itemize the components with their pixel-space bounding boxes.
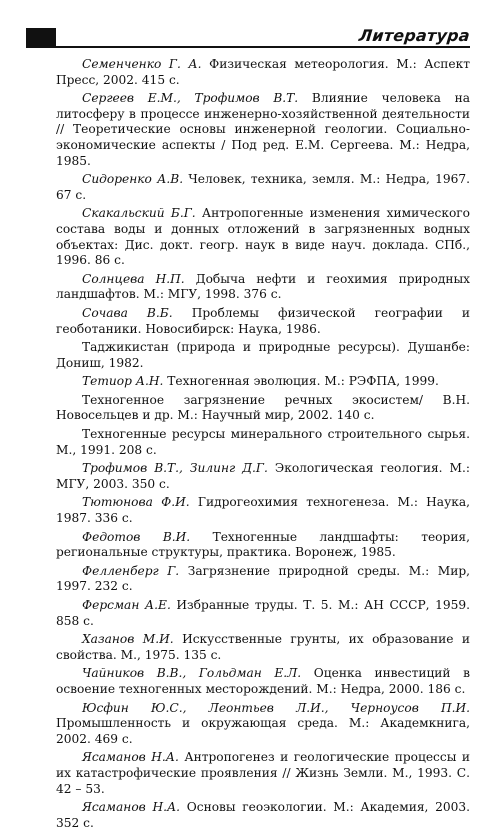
reference-author: Ясаманов Н.А. (82, 800, 181, 815)
reference-author: Фелленберг Г. (82, 563, 180, 578)
reference-item (56, 340, 470, 371)
reference-text: Техногенное загрязнение речных экосистем/ В.Н. Новосельцев и др. М.: Научный мир, 2002. 140 с. (56, 392, 470, 423)
reference-text: Избранные труды. Т. 5. М.: АН СССР, 1959. 858 с. (56, 598, 471, 628)
reference-text: Загрязнение природной среды. М.: Мир, 1997. 232 с. (56, 563, 470, 594)
reference-item (56, 800, 470, 831)
reference-item (56, 172, 470, 203)
reference-author: Сергеев Е.М., Трофимов В.Т. (82, 91, 299, 106)
reference-author: Сочава В.Б. (82, 305, 173, 320)
reference-text: Экологическая геология. М.: МГУ, 2003. 350 с. (56, 461, 470, 491)
reference-text: Антропогенные изменения химического состава воды и донных отложений в загрязненных водных объектах: Дис. докт. геогр. наук в виде науч. доклада. СПб., 1996. 86 с. (56, 206, 471, 268)
reference-text: Человек, техника, земля. М.: Недра, 1967. 67 с. (56, 172, 471, 202)
reference-text: Влияние человека на литосферу в процессе инженерно-хозяйственной деятельности // Теоретические основы инженерной геологии. Социально-экономические аспекты / Под ред. Е.М. Сергеева. М.: Недра, 1985. (56, 91, 470, 168)
reference-text: Промышленность и окружающая среда. М.: Академкнига, 2002. 469 с. (56, 716, 470, 746)
reference-text: Гидрогеохимия техногенеза. М.: Наука, 1987. 336 с. (56, 495, 470, 526)
reference-text: Физическая метеорология. М.: Аспект Пресс, 2002. 415 с. (56, 57, 470, 87)
reference-text: Проблемы физической географии и геоботаники. Новосибирск: Наука, 1986. (56, 305, 471, 336)
reference-author: Скакальский Б.Г. (82, 206, 196, 221)
reference-author: Тютюнова Ф.И. (82, 495, 190, 510)
reference-text: Техногенные ресурсы минерального строительного сырья. М., 1991. 208 с. (56, 427, 470, 457)
reference-item (56, 427, 470, 458)
reference-list (56, 57, 470, 834)
reference-item (56, 564, 470, 595)
reference-author: Чайников В.В., Гольдман Е.Л. (82, 666, 302, 681)
reference-text: Техногенные ландшафты: теория, региональные структуры, практика. Воронеж, 1985. (56, 529, 470, 560)
reference-item (56, 632, 470, 663)
reference-item (56, 91, 470, 169)
reference-item (56, 666, 470, 697)
reference-text: Таджикистан (природа и природные ресурсы). Душанбе: Дониш, 1982. (56, 340, 470, 370)
reference-author: Ферсман А.Е. (82, 598, 171, 612)
reference-item (56, 306, 470, 337)
reference-author: Трофимов В.Т., Зилинг Д.Г. (82, 461, 268, 476)
reference-text: Искусственные грунты, их образование и свойства. М., 1975. 135 с. (56, 632, 470, 662)
reference-text: Антропогенез и геологические процессы и их катастрофические проявления // Жизнь Земли. М., 1993. С. 42 – 53. (56, 750, 471, 796)
reference-item (56, 461, 470, 492)
reference-text: Основы геоэкологии. М.: Академия, 2003. 352 с. (56, 800, 471, 830)
reference-author: Тетиор А.Н. (82, 374, 164, 389)
reference-author: Сидоренко А.В. (82, 172, 184, 187)
reference-item (56, 750, 470, 797)
page-header (26, 24, 470, 48)
reference-author: Ясаманов Н.А. (82, 750, 179, 765)
reference-item (56, 530, 470, 561)
reference-text: Добыча нефти и геохимия природных ландшафтов. М.: МГУ, 1998. 376 с. (56, 271, 471, 302)
reference-item (56, 272, 470, 303)
reference-author: Хазанов М.И. (82, 632, 174, 647)
reference-item (56, 598, 470, 629)
header-black-bar (26, 28, 56, 46)
reference-author: Федотов В.И. (82, 529, 191, 544)
reference-item (56, 57, 470, 88)
reference-item (56, 393, 470, 424)
reference-item (56, 206, 470, 268)
section-title: Литература (358, 26, 471, 45)
reference-text: Техногенная эволюция. М.: РЭФПА, 1999. (167, 374, 439, 389)
reference-author: Юсфин Ю.С., Леонтьев Л.И., Черноусов П.И. (82, 700, 470, 715)
reference-item (56, 701, 470, 748)
reference-text: Оценка инвестиций в освоение техногенных месторождений. М.: Недра, 2000. 186 с. (56, 666, 470, 696)
reference-item (56, 374, 470, 390)
reference-author: Солнцева Н.П. (82, 271, 185, 286)
reference-item (56, 495, 470, 526)
reference-author: Семенченко Г. А. (82, 57, 202, 71)
